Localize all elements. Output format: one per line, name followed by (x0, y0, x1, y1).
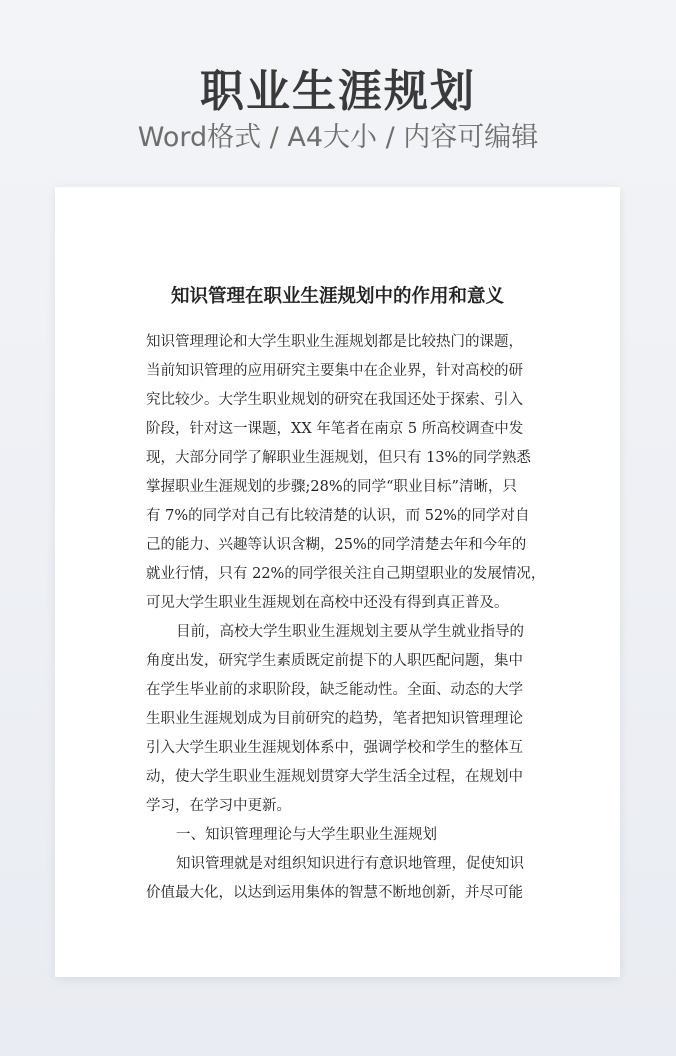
paragraph-line: 角度出发，研究学生素质既定前提下的人职匹配问题，集中 (146, 653, 523, 669)
paragraph-line: 知识管理就是对组织知识进行有意识地管理，促使知识 (176, 856, 524, 872)
paragraph-line: 有 7%的同学对自己有比较清楚的认识，而 52%的同学对自 (146, 508, 530, 524)
paragraph-line: 可见大学生职业生涯规划在高校中还没有得到真正普及。 (146, 595, 509, 611)
paragraph-line: 现，大部分同学了解职业生涯规划，但只有 13%的同学熟悉 (146, 450, 531, 466)
paragraph-line: 在学生毕业前的求职阶段，缺乏能动性。全面、动态的大学 (146, 682, 523, 698)
paragraph-line: 引入大学生职业生涯规划体系中，强调学校和学生的整体互 (146, 740, 523, 756)
document-page[interactable] (55, 187, 620, 977)
paragraph-line: 知识管理理论和大学生职业生涯规划都是比较热门的课题， (146, 334, 523, 350)
paragraph-line: 阶段，针对这一课题，XX 年笔者在南京 5 所高校调查中发 (146, 421, 524, 437)
page-subtitle: Word格式 / A4大小 / 内容可编辑 (137, 122, 539, 153)
paragraph-line: 掌握职业生涯规划的步骤;28%的同学“职业目标”清晰，只 (146, 479, 517, 495)
page-title: 职业生涯规划 (200, 66, 476, 117)
paragraph-line: 究比较少。大学生职业规划的研究在我国还处于探索、引入 (146, 392, 523, 408)
paragraph-line: 生职业生涯规划成为目前研究的趋势，笔者把知识管理理论 (146, 711, 523, 727)
document-title: 知识管理在职业生涯规划中的作用和意义 (170, 286, 504, 307)
paragraph-line: 当前知识管理的应用研究主要集中在企业界，针对高校的研 (146, 363, 523, 379)
paragraph-line: 目前，高校大学生职业生涯规划主要从学生就业指导的 (176, 624, 524, 640)
paragraph-line: 就业行情，只有 22%的同学很关注自己期望职业的发展情况， (146, 566, 546, 582)
section-heading: 一、知识管理理论与大学生职业生涯规划 (176, 827, 437, 843)
paragraph-line: 己的能力、兴趣等认识含糊，25%的同学清楚去年和今年的 (146, 537, 527, 553)
paragraph-line: 动，使大学生职业生涯规划贯穿大学生活全过程，在规划中 (146, 769, 523, 785)
paragraph-line: 学习，在学习中更新。 (146, 798, 291, 814)
paragraph-line: 价值最大化，以达到运用集体的智慧不断地创新，并尽可能 (146, 885, 523, 901)
document-body (146, 328, 546, 908)
